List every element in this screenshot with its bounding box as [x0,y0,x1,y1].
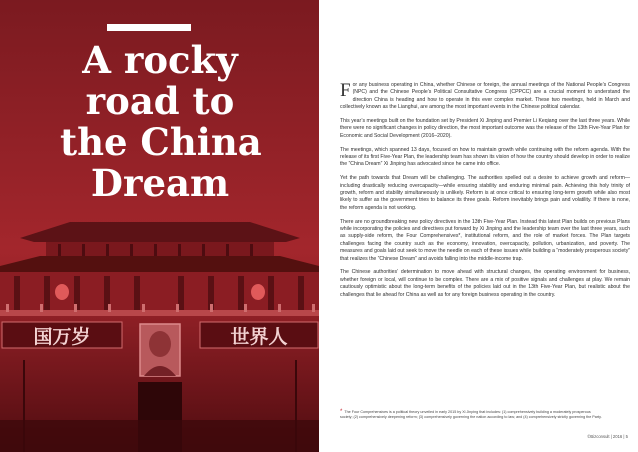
article-body [340,82,630,306]
footnote-marker: * [340,409,343,415]
title-rule [107,24,191,31]
article-paragraph-1-text: or any business operating in China, whether Chinese or foreign, the annual meetings of the National People’s Congress (NPC) and the Chinese People’s Political Consultative Congress (CPPCC) are a crucial moment to understand the direction China is heading and how to operate in this ever complex market. These two meetings, held in March and collectively known as the Lianghui, are among the most important events in the Chinese political calendar. [340,82,630,111]
headline-line-3: the China [60,120,262,164]
article-paragraph-3: The meetings, which spanned 13 days, focused on how to maintain growth while continuing with the reform agenda. With the release of its first Five-Year Plan, the leadership team has shown its vision of how the country should develop in order to realize the “China Dream” Xi Jinping has advocated since he came into office. [340,146,630,168]
page-footer: ©Bizconsult | 2016 | 5 [587,434,628,439]
headline-line-1: A rocky [82,38,238,82]
headline-line-4: Dream [90,161,230,205]
photo-sign-right: 世界人 [230,326,288,348]
article-paragraph-2: This year’s meetings built on the foundation set by President Xi Jinping and Premier Li Keqiang over the last three years. While there were no significant changes in policy direction, the most important outcome was the release of the 13th Five-Year Plan for Economic and Social Development (2016–2020). [340,118,630,139]
photo-sign-left: 国万岁 [33,326,91,348]
article-paragraph-4: Yet the path towards that Dream will be challenging. The authorities spelled out a desire to achieve growth and reform—including drastically reducing overcapacity—while ensuring stability and enduring minimal pain. Achieving this holy trinity of growth, reform and stability simultaneously is unlikely. Reform is at once critical to ensuring long-term growth while also most likely to suffer as the government tries to balance its three goals. Reform inevitably brings pain and volatility. If there is none, the reform agenda is not working. [340,175,630,211]
footnote [340,410,602,420]
article-page [319,0,638,452]
footnote-text: The Four Comprehensives is a political theory unveiled in early 2015 by Xi Jinping that includes: (1) comprehensively building a moderately prosperous society; (2) comprehensively deepening reform; (3) comprehensively governing the nation according to law; and (4) comprehensively strictly governing the Party. [340,410,602,420]
drop-cap: F [340,80,351,101]
headline [60,40,260,204]
headline-line-2: road to [85,79,235,123]
article-paragraph-5: There are no groundbreaking new policy directives in the 13th Five-Year Plan. Instead this latest Plan builds on previous Plans while incorporating the policies and directives put forward by Xi Jinping and the leadership team over the last three years, such as supply-side reform, the Four Comprehensives*, institutional reform, and the role of market forces. The Plan targets challenges facing the country such as the economy, innovation, overcapacity, pollution, urbanization, and poverty. The measures and goals laid out seek to move the needle on each of these issues while building a “moderately prosperous society” that realizes the “Chinese Dream” and avoids falling into the middle-income trap. [340,218,630,262]
article-paragraph-1 [340,82,630,112]
article-paragraph-6: The Chinese authorities’ determination to move ahead with structural changes, the operating environment for business, whether foreign or local, will continue to be complex. There are a mix of positive signals and challenges at play. We remain cautiously optimistic about the long-term benefits of the policies laid out in the 13th Five-Year Plan, but realistic about the challenges that lie ahead for China as well as for any foreign business operating in the country. [340,269,630,298]
